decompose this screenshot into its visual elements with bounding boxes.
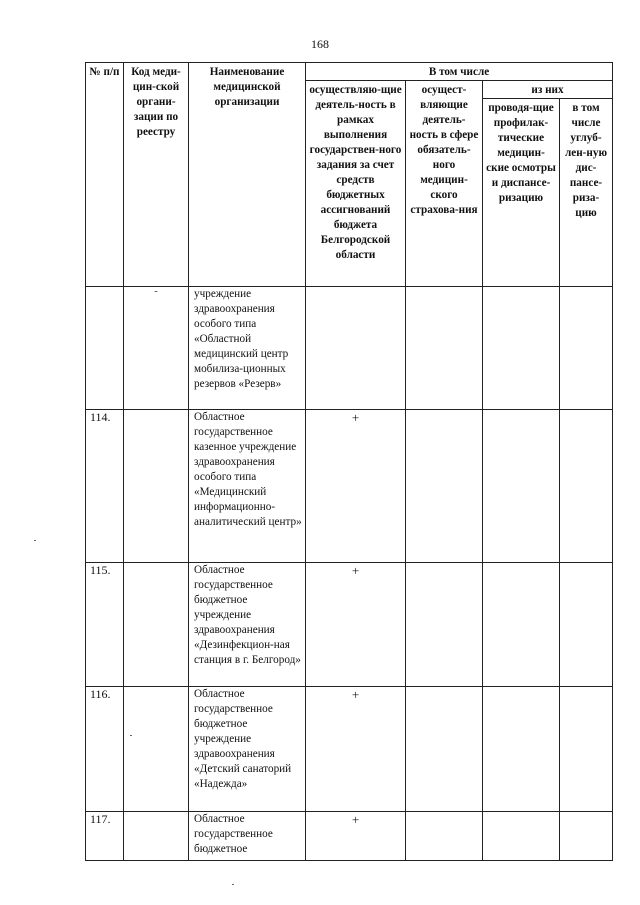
row-deep [560, 287, 613, 410]
row-state-task: + [306, 687, 406, 812]
row-deep [560, 812, 613, 861]
table-row [86, 410, 613, 563]
header-group: В том числе [306, 63, 613, 81]
row-num [86, 287, 124, 410]
row-code [124, 410, 189, 563]
row-oms [406, 287, 483, 410]
row-num: 117. [86, 812, 124, 861]
row-name: Областное государственное бюджетное учреждение здравоохранения «Дезинфекцион-ная станция в г. Белгород» [189, 563, 306, 687]
row-code [124, 563, 189, 687]
row-oms [406, 563, 483, 687]
row-code [124, 287, 189, 410]
row-num: 114. [86, 410, 124, 563]
row-state-task: + [306, 812, 406, 861]
table-row [86, 812, 613, 861]
header-num: № п/п [86, 63, 124, 287]
header-deep: в том числе углуб-лен-ную дис-пансе-риза-цию [560, 99, 613, 287]
row-code [124, 687, 189, 812]
row-num: 116. [86, 687, 124, 812]
row-name: Областное государственное бюджетное учреждение здравоохранения «Детский санаторий «Надежда» [189, 687, 306, 812]
code-mark: - [154, 286, 158, 297]
header-state-task: осуществляю-щие деятель-ность в рамках выполнения государствен-ного задания за счет средств бюджетных ассигнований бюджета Белгородской области [306, 81, 406, 287]
table-row [86, 687, 613, 812]
header-oms: осущест-вляющие деятель-ность в сфере обязатель-ного медицин-ского страхова-ния [406, 81, 483, 287]
row-name: Областное государственное казенное учреждение здравоохранения особого типа «Медицинский информационно-аналитический центр» [189, 410, 306, 563]
scan-speck [130, 735, 132, 736]
row-oms [406, 812, 483, 861]
row-state-task [306, 287, 406, 410]
table-row [86, 563, 613, 687]
row-prof [483, 563, 560, 687]
row-prof [483, 687, 560, 812]
medical-organizations-table [85, 62, 613, 861]
header-prof: проводя-щие профилак-тические медицин-ские осмотры и диспансе-ризацию [483, 99, 560, 287]
scan-speck [232, 884, 234, 885]
row-name: Областное государственное бюджетное [189, 812, 306, 861]
row-deep [560, 410, 613, 563]
header-subgroup: из них [483, 81, 613, 99]
row-deep [560, 687, 613, 812]
scan-speck [34, 540, 36, 541]
row-prof [483, 287, 560, 410]
page-number: 168 [311, 37, 329, 51]
row-oms [406, 687, 483, 812]
row-code [124, 812, 189, 861]
row-num: 115. [86, 563, 124, 687]
row-name: учреждение здравоохранения особого типа «Областной медицинский центр мобилиза-ционных резервов «Резерв» [189, 287, 306, 410]
row-state-task: + [306, 410, 406, 563]
header-row [86, 63, 613, 81]
row-state-task: + [306, 563, 406, 687]
table-row [86, 287, 613, 410]
row-prof [483, 410, 560, 563]
row-deep [560, 563, 613, 687]
row-prof [483, 812, 560, 861]
row-oms [406, 410, 483, 563]
header-name: Наименование медицинской организации [189, 63, 306, 287]
header-code: Код меди-цин-ской органи-зации по реестру [124, 63, 189, 287]
